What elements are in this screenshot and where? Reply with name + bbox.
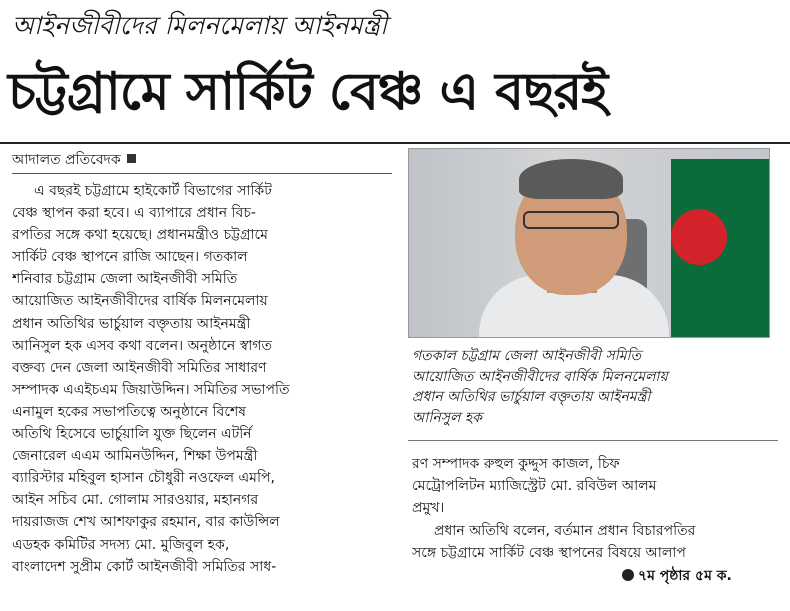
person-glasses <box>523 211 619 229</box>
article-kicker: আইনজীবীদের মিলনমেলায় আইনমন্ত্রী <box>12 11 388 40</box>
article-continuation <box>412 453 784 564</box>
bullet-icon <box>622 569 634 581</box>
continuation-line: মেট্রোপলিটন ম্যাজিস্ট্রেট মো. রবিউল আলম <box>412 478 657 495</box>
body-line: এ বছরই চট্টগ্রামে হাইকোর্ট বিভাগের সার্কিট <box>34 183 272 199</box>
continuation-line: সঙ্গে চট্টগ্রামে সার্কিট বেঞ্চ স্থাপনের বিষয়ে আলাপ <box>412 544 686 561</box>
caption-divider <box>408 440 778 441</box>
byline-text: আদালত প্রতিবেদক <box>12 152 121 168</box>
caption-line: গতকাল চট্টগ্রাম জেলা আইনজীবী সমিতি <box>412 348 642 364</box>
jump-text: ৭ম পৃষ্ঠার ৫ম ক. <box>638 568 732 584</box>
body-line: এডহক কমিটির সদস্য মো. মুজিবুল হক, <box>12 536 230 553</box>
article-photo <box>408 148 770 338</box>
continuation-line: প্রমুখ। <box>412 500 445 517</box>
caption-line: প্রধান অতিথির ভার্চুয়াল বক্তৃতায় আইনমন্ত্রী <box>412 389 651 405</box>
body-line: রপতির সঙ্গে কথা হয়েছে। প্রধানমন্ত্রীও চট্টগ্রামে <box>12 227 268 244</box>
body-line: সার্কিট বেঞ্চ স্থাপনে রাজি আছেন। গতকাল <box>12 249 248 266</box>
body-line: বাংলাদেশ সুপ্রীম কোর্ট আইনজীবী সমিতির সাধ- <box>12 558 277 575</box>
flag-red-disc <box>671 209 727 265</box>
body-line: অতিথি হিসেবে ভার্চুয়ালি যুক্ত ছিলেন এটর্নি <box>12 426 252 443</box>
body-line: আনিসুল হক এসব কথা বলেন। অনুষ্ঠানে স্বাগত <box>12 337 272 354</box>
article-headline: চট্টগ্রামে সার্কিট বেঞ্চ এ বছরই <box>8 62 608 122</box>
article-body <box>12 180 397 578</box>
body-line: সম্পাদক এএইচএম জিয়াউদ্দিন। সমিতির সভাপতি <box>12 381 290 398</box>
continuation-line: রণ সম্পাদক রুহুল কুদ্দুস কাজল, চিফ <box>412 456 620 472</box>
body-line: ব্যারিস্টার মহিবুল হাসান চৌধুরী নওফেল এমপি, <box>12 470 275 487</box>
body-line: এনামুল হকের সভাপতিত্বে অনুষ্ঠানে বিশেষ <box>12 403 246 420</box>
caption-line: আয়োজিত আইনজীবীদের বার্ষিক মিলনমেলায় <box>412 368 668 385</box>
body-line: আয়োজিত আইনজীবীদের বার্ষিক মিলনমেলায় <box>12 293 268 310</box>
body-line: শনিবার চট্টগ্রাম জেলা আইনজীবী সমিতি <box>12 271 238 288</box>
body-line: বক্তব্য দেন জেলা আইনজীবী সমিতির সাধারণ <box>12 359 267 376</box>
byline-divider <box>12 173 392 174</box>
body-line: আইন সচিব মো. গোলাম সারওয়ার, মহানগর <box>12 492 259 509</box>
body-line: বেঞ্চ স্থাপন করা হবে। এ ব্যাপারে প্রধান বিচ- <box>12 205 256 222</box>
person-hair <box>519 159 623 199</box>
body-line: জেনারেল এএম আমিনউদ্দিন, শিক্ষা উপমন্ত্রী <box>12 448 258 465</box>
body-line: প্রধান অতিথির ভার্চুয়াল বক্তৃতায় আইনমন্ত্রী <box>12 315 251 332</box>
body-line: দায়রাজজ শেখ আশফাকুর রহমান, বার কাউন্সিল <box>12 514 280 531</box>
continuation-line: প্রধান অতিথি বলেন, বর্তমান প্রধান বিচারপতির <box>434 522 696 539</box>
byline <box>12 150 136 170</box>
photo-caption <box>412 346 782 428</box>
caption-line: আনিসুল হক <box>412 409 482 426</box>
headline-divider <box>0 142 790 144</box>
continued-on-page <box>622 565 732 587</box>
byline-square-icon <box>127 154 136 163</box>
